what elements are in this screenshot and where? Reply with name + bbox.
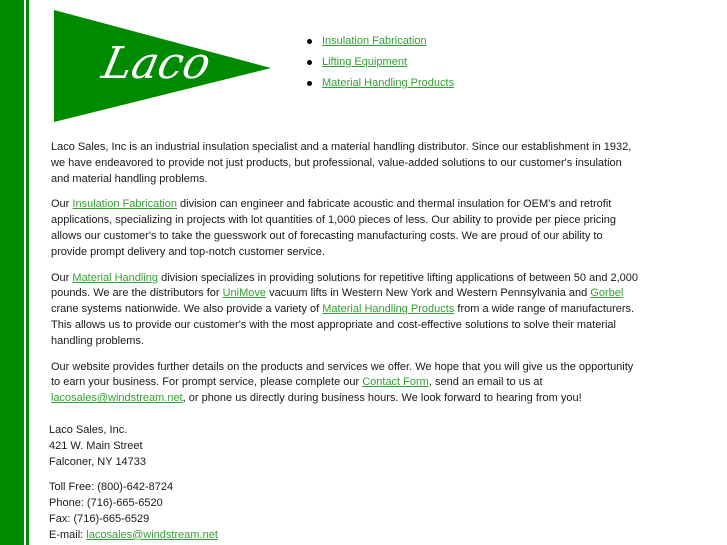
contact-block xyxy=(49,480,639,543)
text: , or phone us directly during business hours. We look forward to hearing from you! xyxy=(182,392,582,405)
left-green-line xyxy=(26,0,29,545)
text: division can engineer and fabricate acoustic and thermal insulation for OEM's and retrofit applications, specializing in projects with lot quantities of 1,000 pieces of less. Our ability to provide per piece pricing allows our customer's to take the guesswork out of forecasting manufacturing costs. We are proud of our ability to provide prompt delivery and top-notch customer service. xyxy=(51,198,616,258)
text: Our website provides further details on the products and services we offer. We hope that you will give us the opportunity to earn your business. For prompt service, please complete our xyxy=(51,360,634,389)
intro-paragraph: Laco Sales, Inc is an industrial insulation specialist and a material handling distributor. Since our establishment in 1932, we have endeavored to provide not just products, but professional, value-added solutions to our customer's insulation and material handling problems. xyxy=(51,141,632,185)
toll-free-number: Toll Free: (800)-642-8724 xyxy=(49,481,174,494)
text: Our xyxy=(51,271,73,284)
nav-link-insulation-fabrication[interactable]: Insulation Fabrication xyxy=(322,35,427,47)
text: Our xyxy=(51,198,73,211)
text: vacuum lifts in Western New York and Western Pennsylvania and xyxy=(266,287,591,300)
laco-logo xyxy=(53,8,273,124)
street-address: 421 W. Main Street xyxy=(49,439,143,452)
nav-link-material-handling-products[interactable]: Material Handling Products xyxy=(322,77,455,89)
logo-text: Laco xyxy=(97,38,216,89)
address-block xyxy=(49,423,639,470)
fax-number: Fax: (716)-665-6529 xyxy=(49,512,150,525)
text: crane systems nationwide. We also provide a variety of xyxy=(51,303,323,316)
main-content xyxy=(49,140,639,544)
phone-number: Phone: (716)-665-6520 xyxy=(49,497,163,510)
nav-link-lifting-equipment[interactable]: Lifting Equipment xyxy=(322,56,407,68)
text: , send an email to us at xyxy=(428,376,543,389)
material-handling-products-link[interactable]: Material Handling Products xyxy=(322,303,455,316)
nav-item-lifting-equipment xyxy=(300,53,454,74)
material-handling-link[interactable]: Material Handling xyxy=(72,271,159,284)
email-link-inline[interactable]: lacosales@windstream.net xyxy=(51,392,183,405)
insulation-fabrication-link[interactable]: Insulation Fabrication xyxy=(72,198,177,211)
contact-form-link[interactable]: Contact Form xyxy=(362,376,429,389)
company-name: Laco Sales, Inc. xyxy=(49,423,128,436)
text: division specializes in providing solutions for repetitive lifting applications of between 50 and 2,000 pounds. We are the distributors for xyxy=(51,271,639,300)
email-link[interactable]: lacosales@windstream.net xyxy=(86,528,218,541)
email-line xyxy=(49,528,639,544)
nav-item-material-handling-products xyxy=(300,74,454,95)
email-label: E-mail: xyxy=(49,528,87,541)
main-nav xyxy=(300,32,454,95)
city-state-zip: Falconer, NY 14733 xyxy=(49,455,147,468)
left-green-bar xyxy=(0,0,24,545)
nav-item-insulation-fabrication xyxy=(300,32,454,53)
gorbel-link[interactable]: Gorbel xyxy=(590,287,624,300)
material-handling-paragraph xyxy=(51,271,639,350)
unimove-link[interactable]: UniMove xyxy=(222,287,267,300)
website-paragraph xyxy=(51,360,639,407)
insulation-paragraph xyxy=(51,197,639,260)
text: from a wide range of manufacturers. This allows us to provide our customer's with the most appropriate and cost-effective solutions to solve their material handling problems. xyxy=(51,303,635,347)
